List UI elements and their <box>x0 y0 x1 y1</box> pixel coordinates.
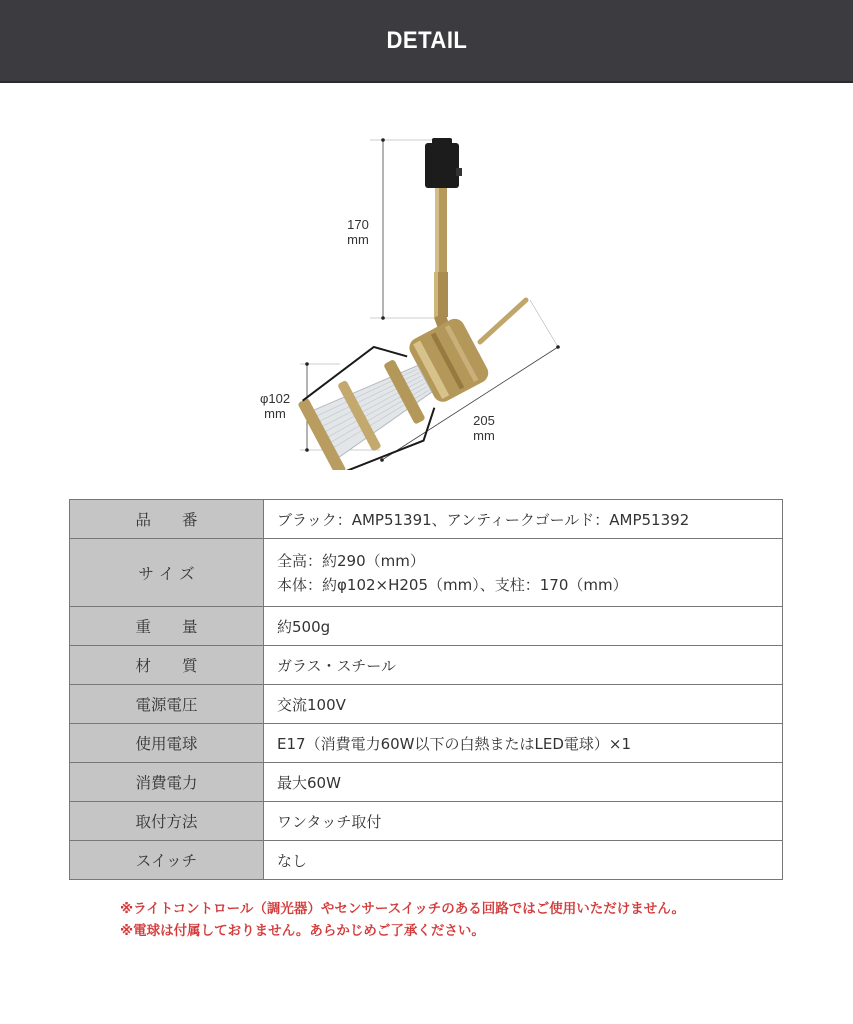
diameter-value: φ102 <box>259 391 291 406</box>
caution-notes <box>120 898 685 942</box>
pole-length-label <box>340 217 376 247</box>
spec-key: サ イ ズ <box>70 539 264 607</box>
spec-row-voltage <box>70 685 783 724</box>
product-dimension-figure <box>240 120 580 470</box>
spec-table <box>69 499 783 880</box>
spec-value: 最大60W <box>264 763 783 802</box>
spec-value: ブラック：AMP51391、アンティークゴールド：AMP51392 <box>264 500 783 539</box>
spec-row-switch <box>70 841 783 880</box>
spec-key: スイッチ <box>70 841 264 880</box>
spec-value-line: 全高：約290（mm） <box>277 551 425 570</box>
spec-row-weight <box>70 607 783 646</box>
spec-value: 交流100V <box>264 685 783 724</box>
section-title: DETAIL <box>386 26 467 54</box>
pole-length-value: 170 <box>347 217 369 232</box>
length-unit: mm <box>473 428 495 443</box>
spec-key: 電源電圧 <box>70 685 264 724</box>
spec-key: 消費電力 <box>70 763 264 802</box>
caution-note: ※ライトコントロール（調光器）やセンサースイッチのある回路ではご使用いただけません。 <box>120 901 686 917</box>
spec-value: ガラス・スチール <box>264 646 783 685</box>
length-value: 205 <box>473 413 495 428</box>
length-label <box>466 413 502 443</box>
pole-length-unit: mm <box>347 232 369 247</box>
spec-row-power <box>70 763 783 802</box>
caution-note: ※電球は付属しておりません。あらかじめご了承ください。 <box>120 923 485 939</box>
spec-row-material <box>70 646 783 685</box>
spec-value: ワンタッチ取付 <box>264 802 783 841</box>
spec-key: 使用電球 <box>70 724 264 763</box>
spec-value <box>264 539 783 607</box>
section-header <box>0 0 853 83</box>
spec-value: E17（消費電力60W以下の白熱またはLED電球）×1 <box>264 724 783 763</box>
spec-key: 材 質 <box>70 646 264 685</box>
diameter-unit: mm <box>264 406 286 421</box>
spec-row-size <box>70 539 783 607</box>
spec-key: 品 番 <box>70 500 264 539</box>
spec-row-mounting <box>70 802 783 841</box>
spec-row-product-number <box>70 500 783 539</box>
diameter-label <box>252 391 298 421</box>
spec-key: 重 量 <box>70 607 264 646</box>
spec-value: 約500g <box>264 607 783 646</box>
spec-value: なし <box>264 841 783 880</box>
spec-value-line: 本体：約φ102×H205（mm）、支柱：170（mm） <box>277 575 628 594</box>
spec-row-bulb <box>70 724 783 763</box>
spec-key: 取付方法 <box>70 802 264 841</box>
